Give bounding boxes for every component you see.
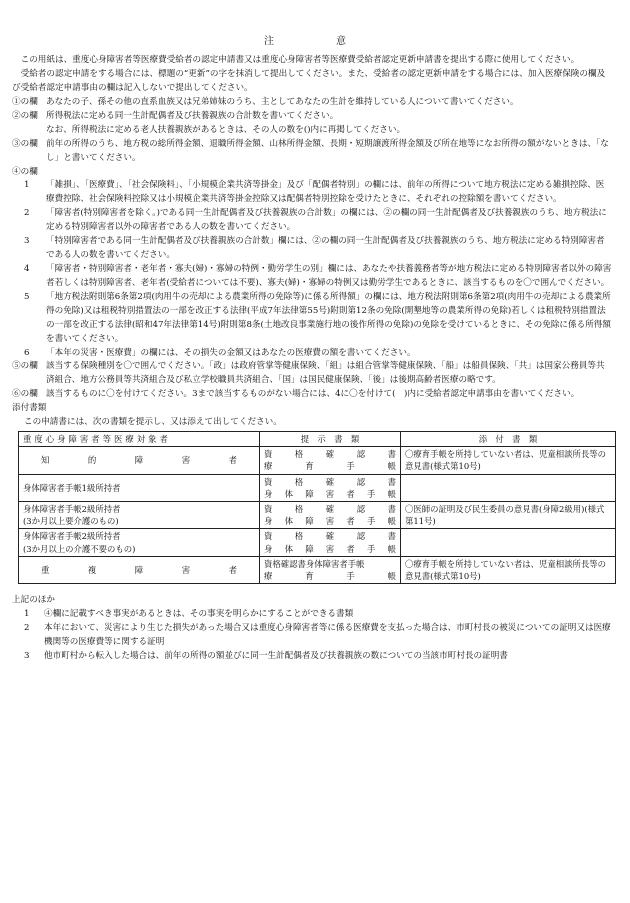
present-cell xyxy=(260,556,401,583)
attach-cell: 〇療育手帳を所持していない者は、児童相談所長等の意見書(様式第10号) xyxy=(401,556,616,583)
section-text: 該当する保険種別を〇で囲んでください。「政」は政府管掌等健康保険、「組」は組合管掌等健康保険、「船」は船員保険、「共」は国家公務員等共済組合、地方公務員等共済組合及び私立学校職員共済組合、「国」は国民健康保険、「後」は後期高齢者医療の略です。 xyxy=(46,361,605,386)
present-text: 療育手帳 xyxy=(264,570,396,581)
target-cell xyxy=(19,502,260,529)
target-note: (3か月以上の介護不要のもの) xyxy=(23,543,136,554)
item-text: 「特別障害者である同一生計配偶者及び扶養親族の合計数」欄には、②の欄の同一生計配偶者及び扶養親族のうち、地方税法に定める特別障害者である人の数を書いてください。 xyxy=(46,236,605,261)
list-item xyxy=(12,235,612,263)
section-text: 前年の所得のうち、地方税の総所得金額、退職所得金額、山林所得金額、長期・短期譲渡所得金額及び所在地等になお所得の額がないときは、「なし」と書いてください。 xyxy=(46,138,609,163)
item-number: 5 xyxy=(24,291,30,302)
item-text: 「地方税法附則第6条第2項(肉用牛の売却による農業所得の免除等)に係る所得額」の欄には、地方税法附則第6条第2項(肉用牛の売却による農業所得の免除)又は租税特別措置法の一部を改正する法律(平成7年法律第55号)附則第12条の免除(開墾地等の農業所得の免除)若しくは租税特別措置法の一部を改正する法律(昭和47年法律第14号)附則第8条(土地改良事業施行地の後作所得の免除)の免除を受けているときに、その免除に係る所得額を書いてください。 xyxy=(46,291,611,344)
present-cell xyxy=(260,529,401,556)
target-note: (3か月以上要介護のもの) xyxy=(23,516,119,527)
list-item xyxy=(12,263,612,291)
table-row xyxy=(19,474,616,501)
section-2 xyxy=(12,110,612,138)
present-text: 資格確認書身体障害者手帳 xyxy=(264,558,365,569)
target-cell xyxy=(19,529,260,556)
attachments-heading: 添付書類 xyxy=(12,403,47,414)
present-text: 身体障害者手帳 xyxy=(264,543,396,554)
item-text: 「障害者(特別障害者を除く。)である同一生計配偶者及び扶養親族の合計数」の欄には、②の欄の同一生計配偶者及び扶養親族のうち、地方税法に定める特別障害者以外の障害者である人の数を書いてください。 xyxy=(46,208,607,233)
table-row xyxy=(19,502,616,529)
item-text: 「雑損」、「医療費」、「社会保険料」、「小規模企業共済等掛金」及び「配偶者特別」の欄には、前年の所得について地方税法に定める雑損控除、医療費控除、社会保険料控除又は小規模企業共済等掛金控除又は配偶者特別控除を受けたときに、それぞれの控除額を書いてください。 xyxy=(46,180,605,205)
section-label: ⑤の欄 xyxy=(12,361,38,372)
section-5 xyxy=(12,360,612,388)
present-cell xyxy=(260,474,401,501)
item-number: 1 xyxy=(24,180,30,191)
section-text: 該当するものに〇を付けてください。3まで該当するものがない場合には、4に〇を付けて( )内に受給者認定申請事由を書いてください。 xyxy=(46,389,580,400)
section-label: ③の欄 xyxy=(12,138,38,149)
item-text: 他市町村から転入した場合は、前年の所得の額並びに同一生計配偶者及び扶養親族の数についての当該市町村長の証明書 xyxy=(44,650,508,661)
attachments-table xyxy=(18,431,616,584)
present-text: 資格確認書 xyxy=(264,449,396,460)
present-cell xyxy=(260,502,401,529)
item-number: 1 xyxy=(24,609,30,620)
header-present: 提 示 書 類 xyxy=(260,432,401,447)
item-text: 「障害者・特別障害者・老年者・寡夫(婦)・寡婦の特例・勤労学生の別」欄には、あなたや扶養義務者等が地方税法に定める特別障害者以外の障害者若しくは特別障害者、老年者(受給者については不要)、寡夫(婦)・寡婦の特例又は勤労学生であるときに、該当するものを〇で囲んでください。 xyxy=(46,264,612,288)
target-cell xyxy=(19,474,260,501)
section-1 xyxy=(12,96,612,110)
item-number: 2 xyxy=(24,208,30,219)
attach-cell: 〇療育手帳を所持していない者は、児童相談所長等の意見書(様式第10号) xyxy=(401,447,616,474)
item-text: 本年において、災害により生じた損失があった場合又は重度心身障害者等に係る医療費を支払った場合は、市町村長の被災についての証明又は医療機関等の医療費等に関する証明 xyxy=(44,622,611,647)
table-row xyxy=(19,556,616,583)
item-number: 3 xyxy=(24,650,30,661)
section-3 xyxy=(12,138,612,166)
page-title: 注 意 xyxy=(264,36,360,47)
table-header-row xyxy=(19,432,616,447)
attach-cell xyxy=(401,529,616,556)
attach-cell: 〇医師の証明及び民生委員の意見書(身障2級用)(様式第11号) xyxy=(401,502,616,529)
attachments-intro: この申請書には、次の書類を提示し、又は添えて出してください。 xyxy=(24,417,282,428)
attach-cell xyxy=(401,474,616,501)
present-text: 資格確認書 xyxy=(264,531,396,542)
target-text: 身体障害者手帳1級所持者 xyxy=(23,482,121,493)
present-text: 身体障害者手帳 xyxy=(264,516,396,527)
table-row xyxy=(19,447,616,474)
intro-paragraph-2: 受給者の認定申請をする場合には、標題の“更新”の字を抹消して提出してください。また、受給者の認定更新申請をする場合には、加入医療保険の欄及び受給者認定申請事由の欄は記入しないで提出してください。 xyxy=(12,69,606,94)
section-4-label: ④の欄 xyxy=(12,166,38,177)
present-cell xyxy=(260,447,401,474)
section-note: なお、所得税法に定める老人扶養親族があるときは、その人の数を()内に再掲してください。 xyxy=(46,124,406,135)
list-item xyxy=(12,291,612,347)
present-text: 資格確認書 xyxy=(264,504,396,515)
present-text: 資格確認書 xyxy=(264,476,396,487)
table-row xyxy=(19,529,616,556)
section-label: ②の欄 xyxy=(12,110,38,121)
intro-paragraph-1: この用紙は、重度心身障害者等医療費受給者の認定申請書又は重度心身障害者等医療費受給者認定更新申請書を提出する際に使用してください。 xyxy=(20,55,580,66)
section-label: ①の欄 xyxy=(12,96,38,107)
header-target: 重度心身障害者等医療対象者 xyxy=(19,432,260,447)
list-item xyxy=(12,179,612,207)
item-number: 4 xyxy=(24,264,30,275)
item-text: ④欄に記載すべき事実があるときは、その事実を明らかにすることができる書類 xyxy=(44,609,354,620)
target-text: 身体障害者手帳2級所持者 xyxy=(23,504,121,515)
list-item xyxy=(12,650,612,664)
target-text: 身体障害者手帳2級所持者 xyxy=(23,531,121,542)
present-text: 療育手帳 xyxy=(264,461,396,472)
list-item xyxy=(12,207,612,235)
item-number: 6 xyxy=(24,347,30,358)
list-item xyxy=(12,622,612,650)
other-heading: 上記のほか xyxy=(12,595,55,606)
list-item xyxy=(12,347,612,361)
section-label: ⑥の欄 xyxy=(12,389,38,400)
section-6 xyxy=(12,388,612,402)
item-number: 2 xyxy=(24,622,30,633)
list-item xyxy=(12,608,612,622)
header-attach: 添 付 書 類 xyxy=(401,432,616,447)
item-number: 3 xyxy=(24,236,30,247)
section-text: 所得税法に定める同一生計配偶者及び扶養親族の合計数を書いてください。 xyxy=(46,110,339,121)
target-cell xyxy=(19,556,260,583)
item-text: 「本年の災害・医療費」の欄には、その損失の金額又はあなたの医療費の額を書いてください。 xyxy=(46,347,416,358)
target-text: 重複障害者 xyxy=(41,564,237,575)
target-cell xyxy=(19,447,260,474)
present-text: 身体障害者手帳 xyxy=(264,488,396,499)
target-text: 知的障害者 xyxy=(41,455,237,466)
section-text: あなたの子、孫その他の直系血族又は兄弟姉妹のうち、主としてあなたの生計を維持している人について書いてください。 xyxy=(46,96,519,107)
